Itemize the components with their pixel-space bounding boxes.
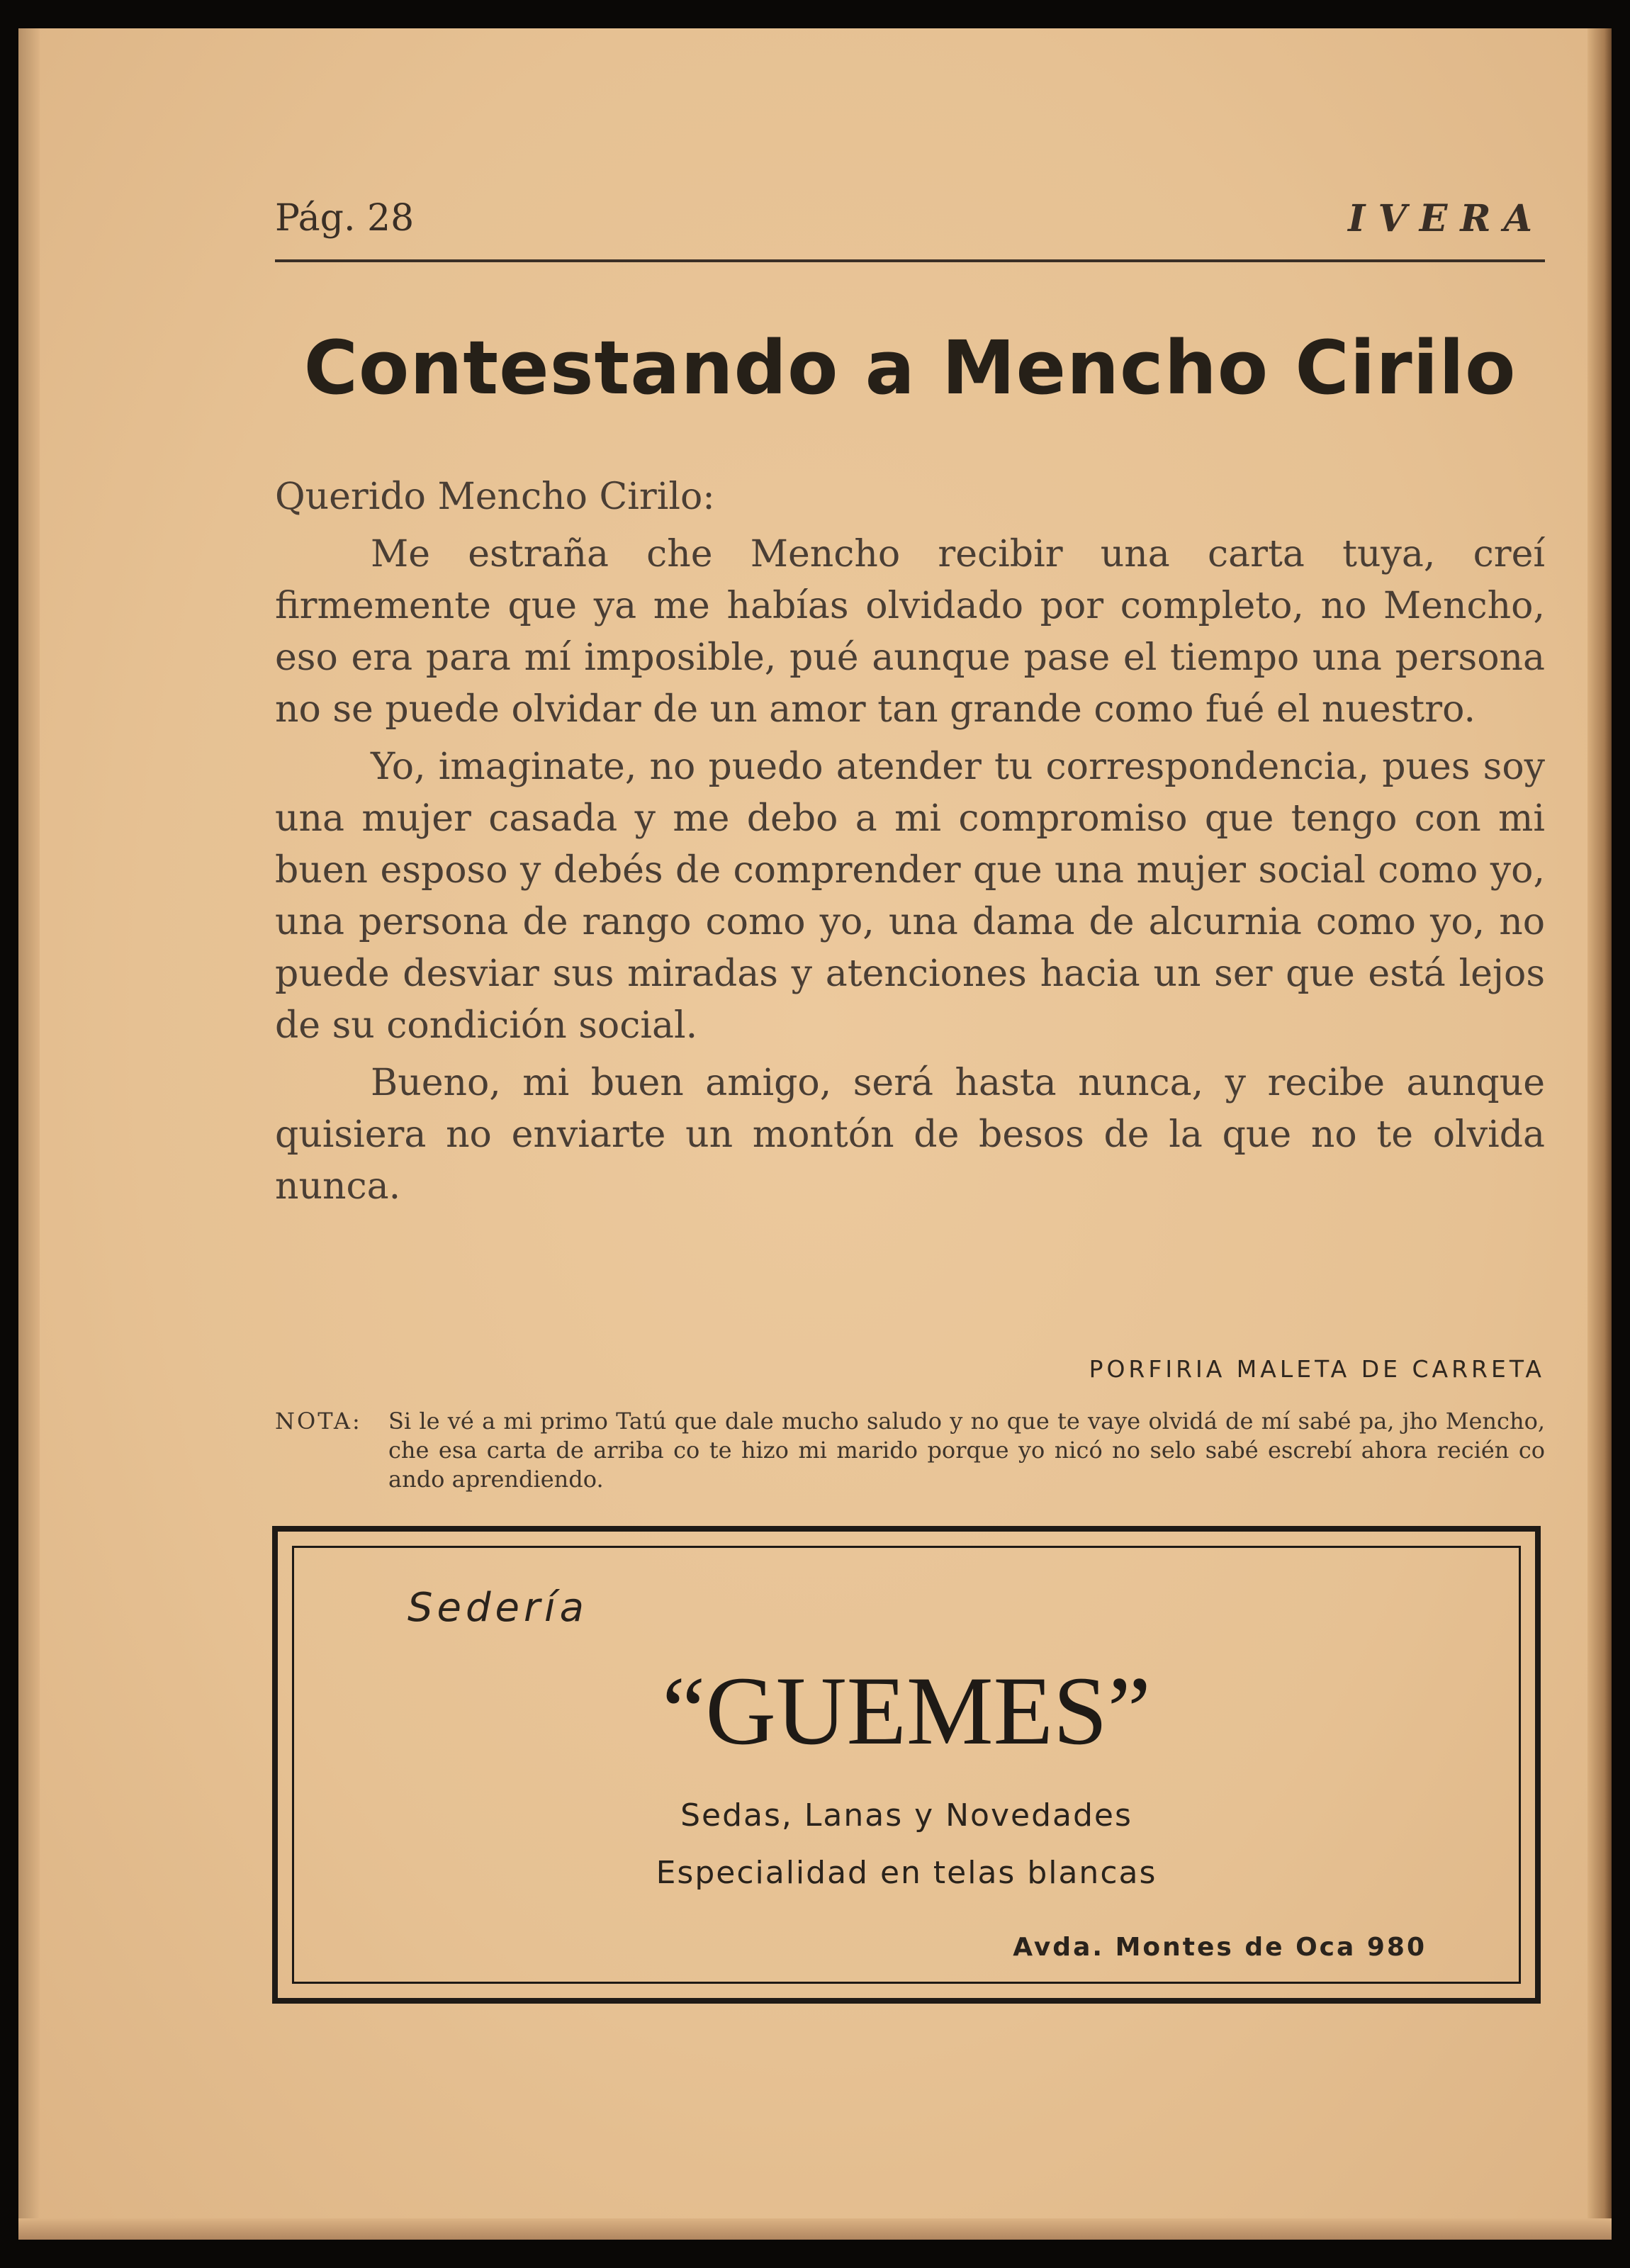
page-right-edge xyxy=(1587,28,1612,2240)
page-number: Pág. 28 xyxy=(275,197,415,240)
note-label: NOTA: xyxy=(275,1408,362,1435)
paragraph-1: Me estraña che Mencho recibir una carta tuya, creí firmemente que ya me habías olvidado por completo, no Mencho, eso era para mí imposible, pué aunque pase el tiempo una persona no se puede olvidar de un amor tan grande como fué el nuestro. xyxy=(275,533,1545,731)
ad-products-line: Sedas, Lanas y Novedades xyxy=(680,1797,1132,1834)
paragraph-3: Bueno, mi buen amigo, será hasta nunca, y recibe aunque quisiera no enviarte un montón de besos de la que no te olvida nunca. xyxy=(275,1062,1545,1208)
ad-specialty-line: Especialidad en telas blancas xyxy=(656,1855,1157,1891)
magazine-name: IVERA xyxy=(1348,197,1545,240)
advertisement-inner-frame xyxy=(292,1546,1521,1984)
note-text: Si le vé a mi primo Tatú que dale mucho saludo y no que te vaye olvidá de mí sabé pa, jho Mencho, che esa carta de arriba co te hizo mi marido porque yo nicó no selo sabé escrebí ahora recién co ando aprendiendo. xyxy=(388,1408,1545,1493)
advertisement-box xyxy=(272,1526,1541,2004)
page-header xyxy=(275,197,1545,240)
ad-label: Sedería xyxy=(408,1585,588,1631)
ad-address: Avda. Montes de Oca 980 xyxy=(1013,1933,1427,1962)
article-body xyxy=(275,471,1545,1213)
salutation: Querido Mencho Cirilo: xyxy=(275,476,715,518)
article-title: Contestando a Mencho Cirilo xyxy=(303,325,1517,411)
ad-store-name: “GUEMES” xyxy=(662,1656,1151,1765)
page-bottom-edge xyxy=(18,2218,1612,2240)
note xyxy=(275,1407,1545,1494)
header-divider xyxy=(275,259,1545,262)
paragraph-2: Yo, imaginate, no puedo atender tu correspondencia, pues soy una mujer casada y me debo a mi compromiso que tengo con mi buen esposo y debés de comprender que una mujer social como yo, una persona de rango como yo, una dama de alcurnia como yo, no puede desviar sus miradas y atenciones hacia un ser que está lejos de su condición social. xyxy=(275,746,1545,1047)
page-left-edge xyxy=(18,28,40,2240)
signature: PORFIRIA MALETA DE CARRETA xyxy=(1089,1355,1545,1383)
